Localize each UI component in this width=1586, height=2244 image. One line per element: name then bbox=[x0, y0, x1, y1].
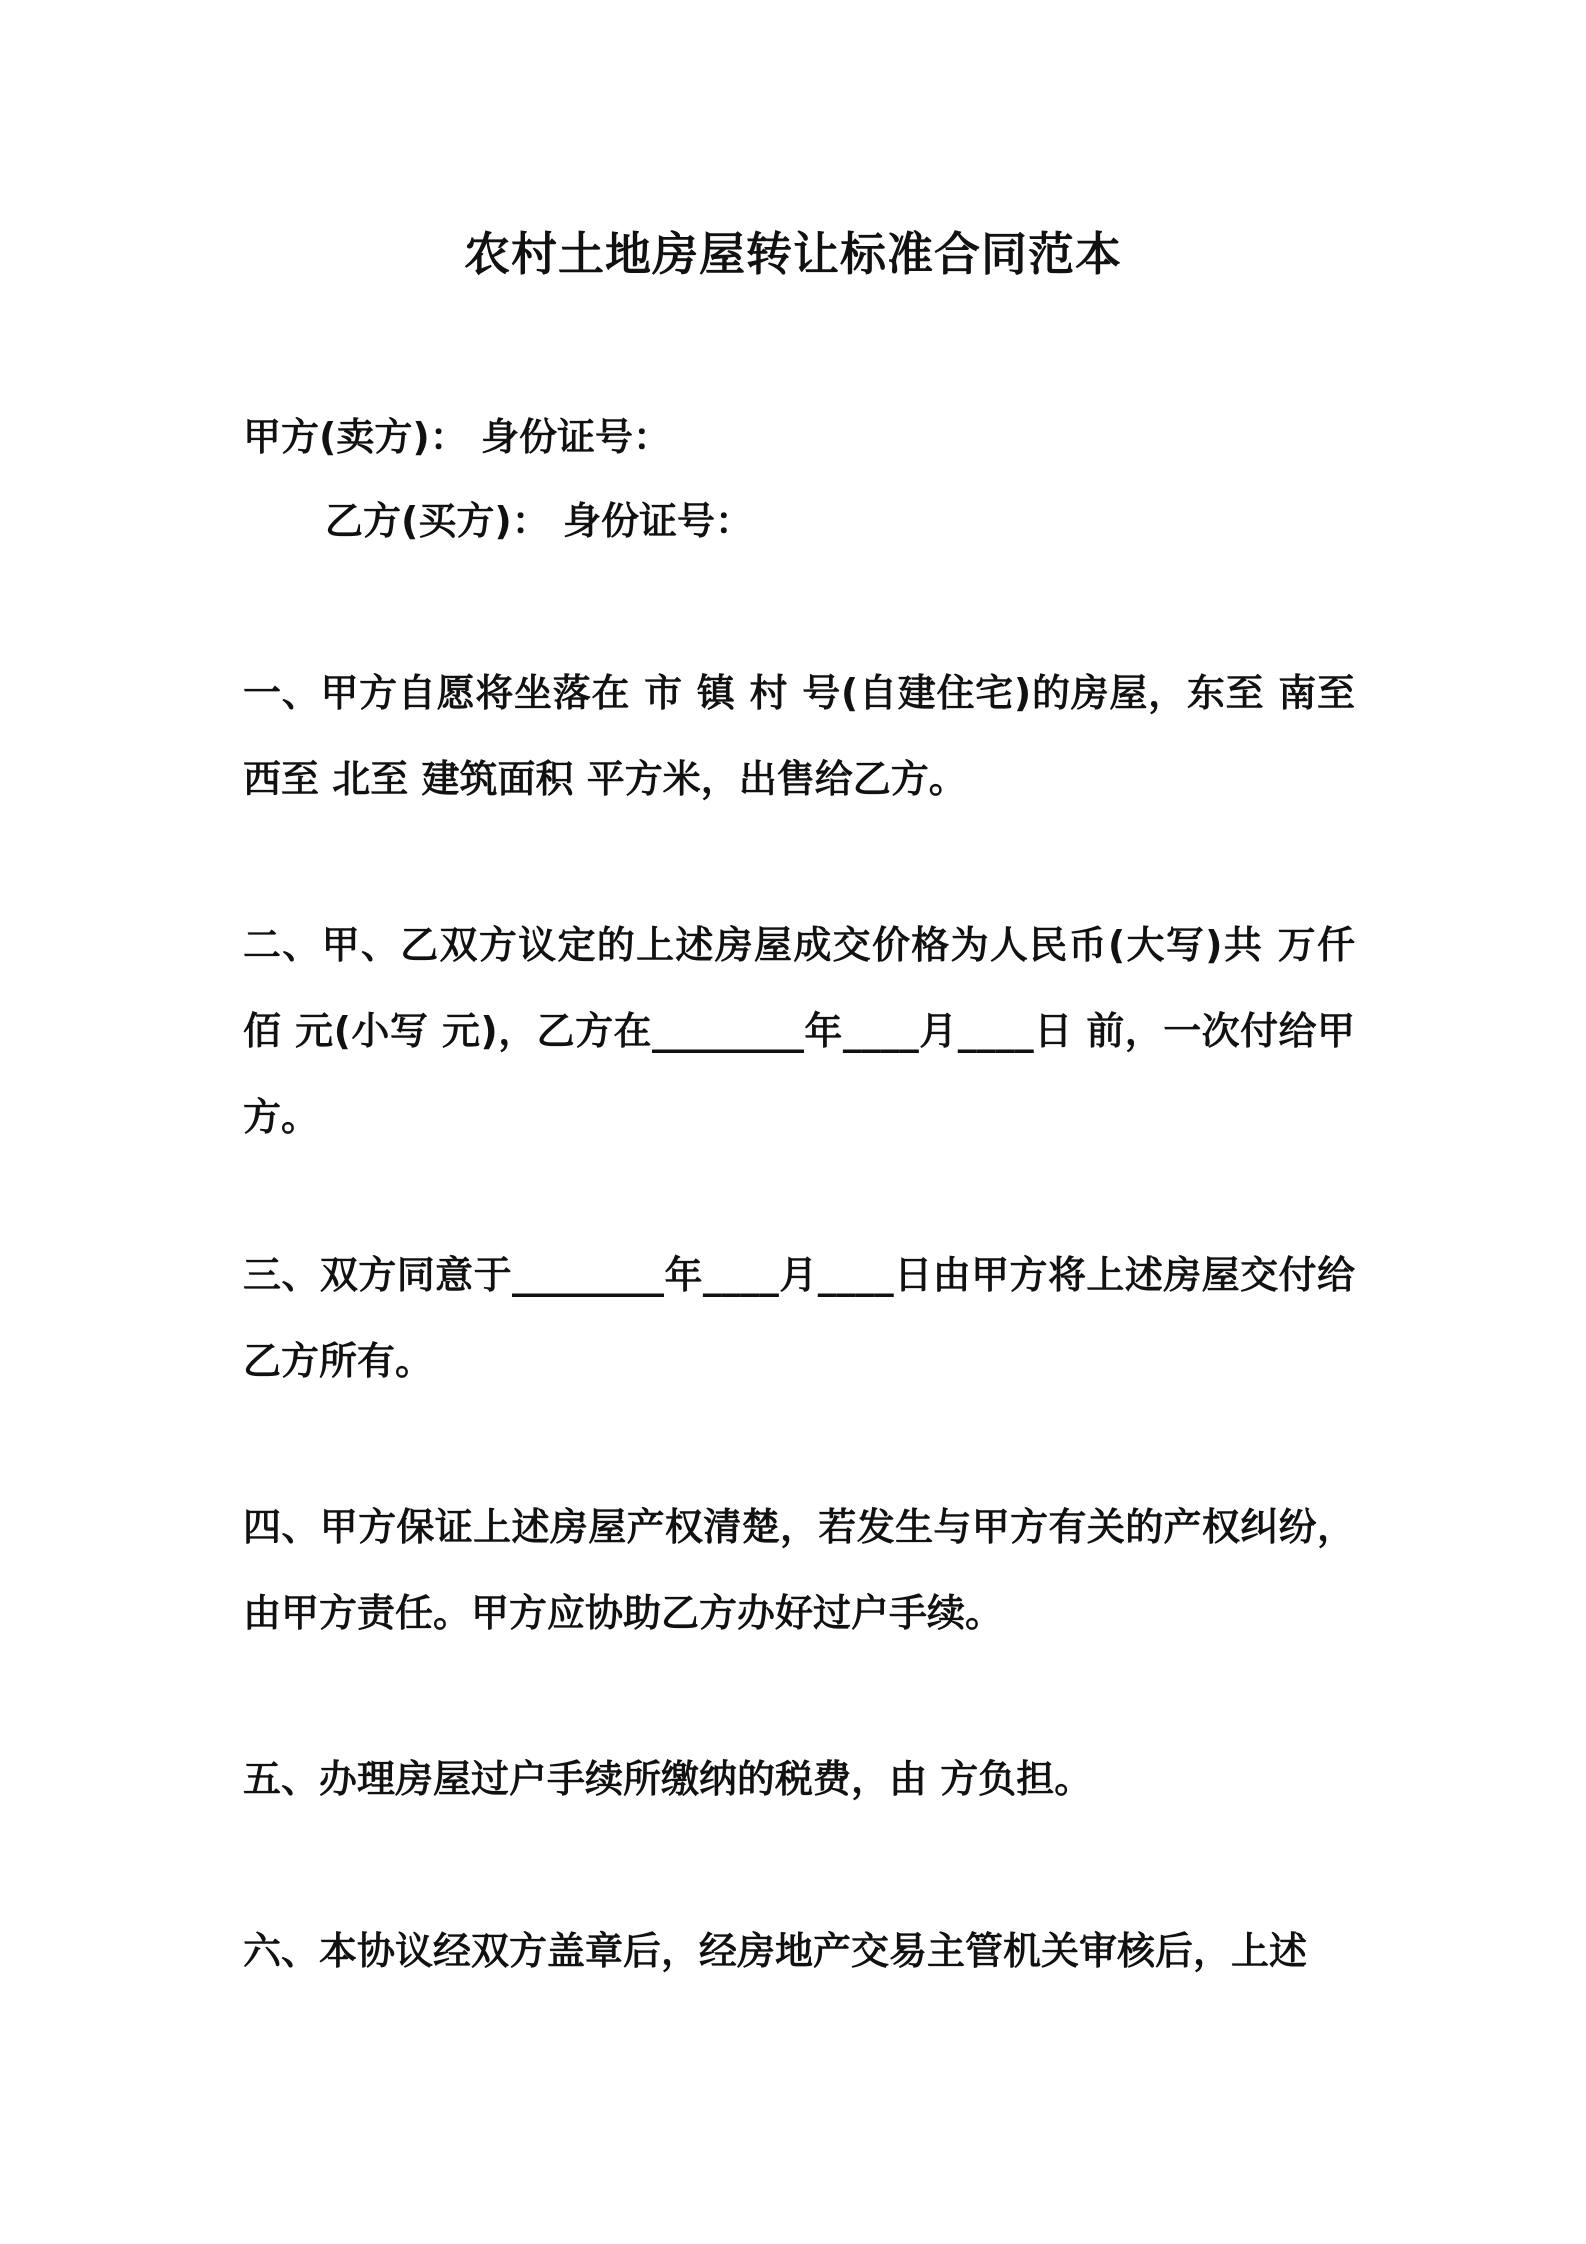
clause-1: 一、甲方自愿将坐落在 市 镇 村 号(自建住宅)的房屋，东至 南至 西至 北至 建筑面积 平方米，出售给乙方。 bbox=[243, 671, 1355, 801]
party-b-line: 乙方(买方)： 身份证号： bbox=[325, 499, 753, 543]
party-a-line: 甲方(卖方)： 身份证号： bbox=[243, 415, 671, 459]
clause-3: 三、双方同意于________年____月____日由甲方将上述房屋交付给乙方所有。 bbox=[243, 1253, 1355, 1383]
clause-2: 二、甲、乙双方议定的上述房屋成交价格为人民币(大写)共 万仟 佰 元(小写 元)，乙方在________年____月____日 前，一次付给甲方。 bbox=[243, 923, 1355, 1139]
clause-5: 五、办理房屋过户手续所缴纳的税费，由 方负担。 bbox=[243, 1757, 1093, 1801]
clause-6: 六、本协议经双方盖章后，经房地产交易主管机关审核后，上述 bbox=[243, 1929, 1308, 1973]
clause-4: 四、甲方保证上述房屋产权清楚，若发生与甲方有关的产权纠纷，由甲方责任。甲方应协助乙方办好过户手续。 bbox=[243, 1505, 1355, 1635]
document-title: 农村土地房屋转让标准合同范本 bbox=[464, 227, 1122, 281]
